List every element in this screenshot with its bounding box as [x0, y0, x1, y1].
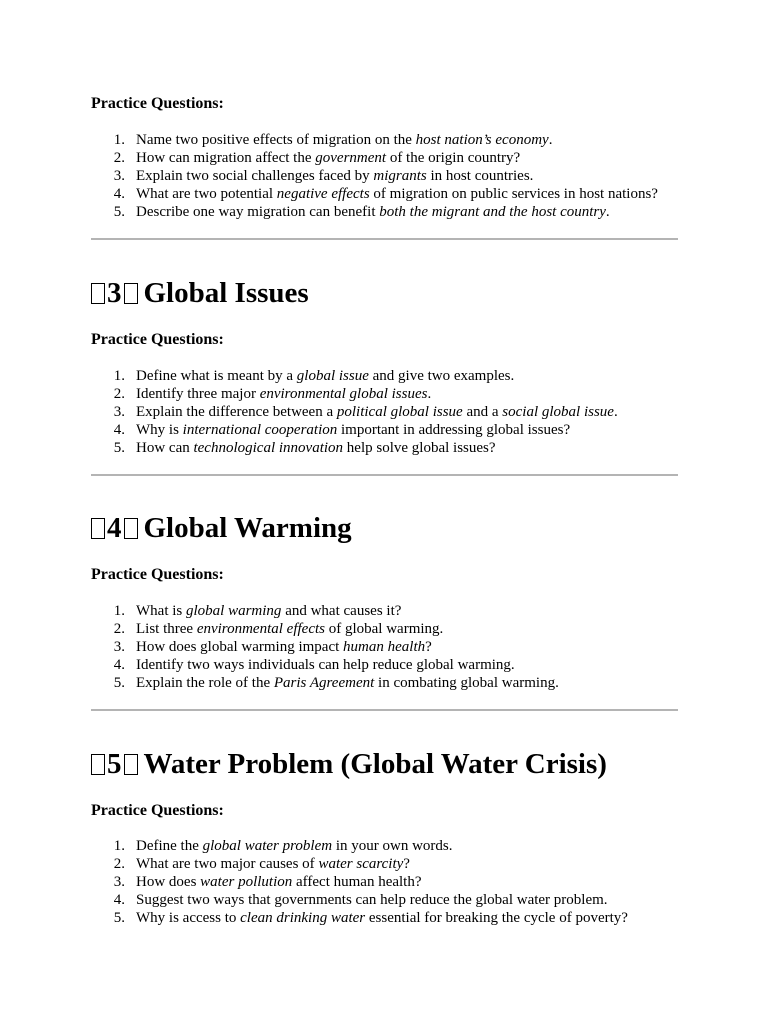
question-text: Why is access to	[136, 910, 241, 926]
section-title: Water Problem (Global Water Crisis)	[143, 748, 607, 780]
question-text: and give two examples.	[368, 368, 515, 384]
question-list	[91, 602, 678, 692]
question-item	[91, 602, 678, 620]
question-number: 3.	[113, 874, 125, 890]
question-text: How does global warming impact	[136, 639, 344, 655]
section-divider	[91, 474, 678, 476]
question-number: 2.	[113, 386, 125, 402]
question-number: 5.	[113, 910, 125, 926]
question-number: 5.	[113, 675, 125, 691]
practice-questions-label: Practice Questions:	[91, 802, 224, 819]
question-item	[91, 439, 678, 457]
question-emphasis: technological innovation	[193, 440, 344, 456]
practice-questions-label: Practice Questions:	[91, 331, 224, 348]
question-text: How does	[136, 874, 201, 890]
question-number: 3.	[113, 639, 125, 655]
question-text: Why is	[136, 422, 183, 438]
question-number: 4.	[113, 892, 125, 908]
question-list	[91, 837, 678, 927]
question-number: 4.	[113, 657, 125, 673]
question-emphasis: political global issue	[336, 404, 463, 420]
question-number: 2.	[113, 621, 125, 637]
question-text: Describe one way migration can benefit	[136, 204, 380, 220]
question-item	[91, 656, 678, 674]
question-text: affect human health?	[292, 874, 422, 890]
question-item	[91, 185, 678, 203]
section-number: 4	[107, 512, 122, 544]
question-text: .	[427, 386, 432, 402]
question-number: 5.	[113, 440, 125, 456]
question-text: of migration on public services in host nations?	[369, 186, 658, 202]
question-item	[91, 620, 678, 638]
question-emphasis: water pollution	[200, 874, 293, 890]
question-text: Define what is meant by a	[136, 368, 297, 384]
question-item	[91, 421, 678, 439]
section-heading	[91, 276, 309, 310]
question-text: Explain the role of the	[136, 675, 274, 691]
question-text: Identify two ways individuals can help reduce global warming.	[136, 657, 515, 673]
question-item	[91, 403, 678, 421]
question-item	[91, 891, 678, 909]
question-text: .	[605, 204, 610, 220]
question-emphasis: global issue	[296, 368, 369, 384]
question-text: ?	[425, 639, 432, 655]
section-number: 5	[107, 748, 122, 780]
question-item	[91, 203, 678, 221]
question-item	[91, 837, 678, 855]
question-item	[91, 131, 678, 149]
practice-questions-label: Practice Questions:	[91, 95, 224, 112]
question-number: 1.	[113, 838, 125, 854]
question-text: Explain the difference between a	[136, 404, 337, 420]
section-number: 3	[107, 277, 122, 309]
question-item	[91, 873, 678, 891]
question-emphasis: global water problem	[202, 838, 333, 854]
missing-glyph-icon	[124, 283, 138, 304]
question-number: 1.	[113, 368, 125, 384]
question-text: help solve global issues?	[343, 440, 496, 456]
question-number: 2.	[113, 856, 125, 872]
question-text: and what causes it?	[281, 603, 402, 619]
missing-glyph-icon	[91, 518, 105, 539]
question-number: 4.	[113, 422, 125, 438]
question-text: Name two positive effects of migration on the	[136, 132, 416, 148]
question-emphasis: human health	[343, 639, 426, 655]
question-text: .	[548, 132, 553, 148]
question-text: Explain two social challenges faced by	[136, 168, 374, 184]
question-number: 3.	[113, 404, 125, 420]
question-item	[91, 149, 678, 167]
question-emphasis: environmental effects	[196, 621, 325, 637]
question-emphasis: negative effects	[276, 186, 370, 202]
section-heading	[91, 511, 352, 545]
question-text: ?	[403, 856, 410, 872]
question-number: 1.	[113, 603, 125, 619]
question-emphasis: environmental global issues	[259, 386, 428, 402]
question-item	[91, 385, 678, 403]
question-text: How can migration affect the	[136, 150, 316, 166]
question-text: in combating global warming.	[374, 675, 559, 691]
missing-glyph-icon	[91, 283, 105, 304]
question-item	[91, 167, 678, 185]
question-text: in your own words.	[332, 838, 453, 854]
question-emphasis: migrants	[373, 168, 427, 184]
question-emphasis: both the migrant and the host country	[379, 204, 606, 220]
question-text: Identify three major	[136, 386, 260, 402]
question-item	[91, 855, 678, 873]
question-list	[91, 367, 678, 457]
question-text: What are two major causes of	[136, 856, 319, 872]
missing-glyph-icon	[124, 754, 138, 775]
question-text: of the origin country?	[386, 150, 521, 166]
question-text: Suggest two ways that governments can help reduce the global water problem.	[136, 892, 608, 908]
question-emphasis: water scarcity	[318, 856, 404, 872]
question-text: What are two potential	[136, 186, 277, 202]
question-item	[91, 367, 678, 385]
question-emphasis: clean drinking water	[240, 910, 366, 926]
section-divider	[91, 238, 678, 240]
question-number: 4.	[113, 186, 125, 202]
question-text: and a	[462, 404, 503, 420]
question-text: .	[613, 404, 618, 420]
question-text: List three	[136, 621, 197, 637]
question-emphasis: international cooperation	[182, 422, 338, 438]
question-text: Define the	[136, 838, 203, 854]
question-text: What is	[136, 603, 186, 619]
question-number: 3.	[113, 168, 125, 184]
question-text: essential for breaking the cycle of poverty?	[365, 910, 628, 926]
section-title: Global Warming	[143, 512, 352, 544]
question-number: 1.	[113, 132, 125, 148]
missing-glyph-icon	[91, 754, 105, 775]
question-number: 5.	[113, 204, 125, 220]
question-text: in host countries.	[426, 168, 534, 184]
question-text: of global warming.	[324, 621, 444, 637]
question-item	[91, 674, 678, 692]
question-text: important in addressing global issues?	[337, 422, 571, 438]
practice-questions-label: Practice Questions:	[91, 566, 224, 583]
question-list	[91, 131, 678, 221]
section-title: Global Issues	[143, 277, 309, 309]
question-emphasis: social global issue	[502, 404, 614, 420]
question-emphasis: government	[315, 150, 387, 166]
question-emphasis: global warming	[186, 603, 282, 619]
section-divider	[91, 709, 678, 711]
missing-glyph-icon	[124, 518, 138, 539]
section-heading	[91, 747, 607, 781]
question-item	[91, 638, 678, 656]
question-number: 2.	[113, 150, 125, 166]
question-emphasis: host nation’s economy	[415, 132, 549, 148]
question-emphasis: Paris Agreement	[273, 675, 375, 691]
question-text: How can	[136, 440, 194, 456]
question-item	[91, 909, 678, 927]
